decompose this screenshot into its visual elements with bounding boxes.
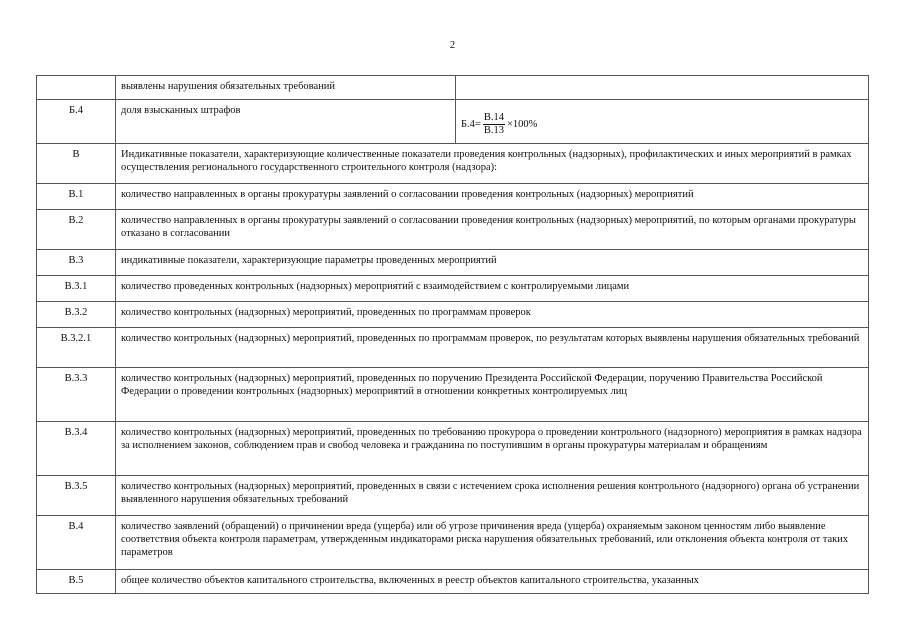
row-text: индикативные показатели, характеризующие параметры проведенных мероприятий [116,250,869,276]
row-formula-cell [456,76,869,100]
row-text: количество заявлений (обращений) о причинении вреда (ущерба) или об угрозе причинения вреда (ущерба) охраняемым законом ценностям либо выявление соответствия объекта контроля параметрам, утвержденным индикаторами риска нарушения обязательных требований, или отклонения объекта контроля от таких параметров [116,516,869,570]
table-row [37,184,869,210]
row-code: В.1 [37,184,116,210]
row-text: количество контрольных (надзорных) мероприятий, проведенных по программам проверок, по результатам которых выявлены нарушения обязательных требований [116,328,869,368]
row-text: выявлены нарушения обязательных требований [116,76,456,100]
row-text: количество проведенных контрольных (надзорных) мероприятий с взаимодействием с контролируемыми лицами [116,276,869,302]
row-text: количество направленных в органы прокуратуры заявлений о согласовании проведения контрольных (надзорных) мероприятий [116,184,869,210]
table-row [37,368,869,422]
table-row [37,516,869,570]
formula-numerator: В.14 [483,112,504,123]
row-code [37,76,116,100]
table-row [37,210,869,250]
table-row [37,476,869,516]
table-row [37,328,869,368]
page-number: 2 [449,40,456,51]
formula-lhs: Б.4= [461,119,481,130]
table-row [37,144,869,184]
row-code: В.5 [37,570,116,594]
row-text: доля взысканных штрафов [116,100,456,144]
table-row [37,76,869,100]
row-code: Б.4 [37,100,116,144]
row-text: количество контрольных (надзорных) мероприятий, проведенных по программам проверок [116,302,869,328]
row-code: В.3.4 [37,422,116,476]
row-text: количество контрольных (надзорных) мероприятий, проведенных по требованию прокурора о проведении контрольного (надзорного) мероприятия в рамках надзора за исполнением законов, соблюдением прав и свобод человека и гражданина по поступившим в органы прокуратуры материалам и обращениям [116,422,869,476]
formula-denominator: В.13 [483,125,504,136]
row-formula-cell [456,100,869,144]
table-row [37,422,869,476]
table-row [37,570,869,594]
table-row [37,276,869,302]
row-code: В.3.2 [37,302,116,328]
table-row [37,302,869,328]
row-code: В.3.1 [37,276,116,302]
indicators-table [36,75,869,594]
row-code: В.3.2.1 [37,328,116,368]
row-text: количество контрольных (надзорных) мероприятий, проведенных в связи с истечением срока исполнения решения контрольного (надзорного) органа об устранении выявленного нарушения обязательных требований [116,476,869,516]
row-code: В.2 [37,210,116,250]
row-text: Индикативные показатели, характеризующие количественные показатели проведения контрольных (надзорных), профилактических и иных мероприятий в рамках осуществления регионального государственного строительного контроля (надзора): [116,144,869,184]
formula-fraction [483,112,505,137]
row-code: В.3.3 [37,368,116,422]
row-code: В [37,144,116,184]
row-code: В.3.5 [37,476,116,516]
table-row [37,100,869,144]
row-text: количество контрольных (надзорных) мероприятий, проведенных по поручению Президента Российской Федерации, поручению Правительства Российской Федерации о проведении контрольных (надзорных) мероприятий в отношении конкретных контролируемых лиц [116,368,869,422]
row-text: общее количество объектов капитального строительства, включенных в реестр объектов капитального строительства, указанных [116,570,869,594]
fine-share-formula [461,112,537,137]
table-row [37,250,869,276]
row-code: В.4 [37,516,116,570]
formula-suffix: ×100% [506,119,538,130]
row-code: В.3 [37,250,116,276]
row-text: количество направленных в органы прокуратуры заявлений о согласовании проведения контрольных (надзорных) мероприятий, по которым органами прокуратуры отказано в согласовании [116,210,869,250]
